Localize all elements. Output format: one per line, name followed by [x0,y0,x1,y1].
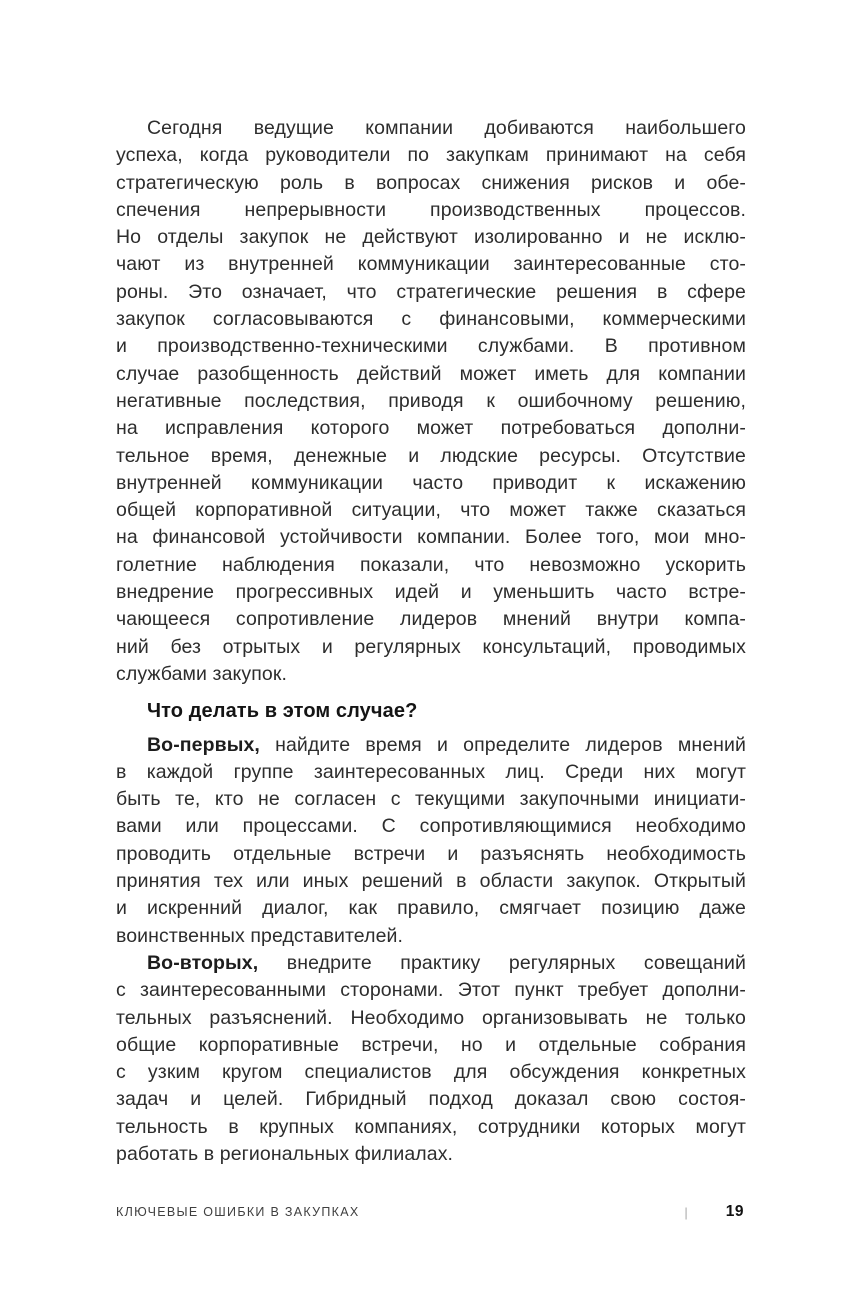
text-line: общей корпоративной ситуации, что может также сказаться [116,499,746,522]
text-line: и искренний диалог, как правило, смягчает позицию даже [116,897,746,920]
paragraph [116,115,746,688]
text-line: воинственных представителей. [116,924,404,947]
bold-lead: Во-первых, [147,733,260,756]
text-line: работать в региональных филиалах. [116,1142,454,1165]
paragraph [116,732,746,950]
text-line: общие корпоративные встречи, но и отдельные собрания [116,1033,746,1056]
bold-lead: Во-вторых, [147,951,259,974]
footer-right [684,1203,744,1221]
text-line: тельное время, денежные и людские ресурсы. Отсутствие [116,444,746,467]
text-line: закупок согласовываются с финансовыми, коммерческими [116,308,746,331]
text-line: быть те, кто не согласен с текущими закупочными инициати- [116,788,746,811]
text-line: Сегодня ведущие компании добиваются наибольшего [147,117,746,139]
text-line: с заинтересованными сторонами. Этот пункт требует дополни- [116,979,746,1002]
text-line: принятия тех или иных решений в области закупок. Открытый [116,870,746,893]
text-line: вами или процессами. С сопротивляющимися необходимо [116,815,746,838]
text-line: тельность в крупных компаниях, сотрудники которых могут [116,1115,746,1138]
text-line: внутренней коммуникации часто приводит к искажению [116,471,746,494]
text-line: голетние наблюдения показали, что невозможно ускорить [116,553,746,576]
text-line: роны. Это означает, что стратегические решения в сфере [116,280,746,303]
text-line: спечения непрерывности производственных процессов. [116,198,746,221]
page-footer [116,1203,744,1221]
text-line: негативные последствия, приводя к ошибочному решению, [116,389,746,412]
text-line: стратегическую роль в вопросах снижения рисков и обе- [116,171,746,194]
text-line: задач и целей. Гибридный подход доказал свою состоя- [116,1088,746,1111]
text-line: на финансовой устойчивости компании. Более того, мои мно- [116,526,746,549]
text-line: тельных разъяснений. Необходимо организовывать не только [116,1006,746,1029]
footer-separator: | [684,1204,688,1220]
text-line: ний без отрытых и регулярных консультаций, проводимых [116,635,746,658]
body-text [116,115,746,1168]
text-line: Но отделы закупок не действуют изолированно и не исклю- [116,226,746,249]
text-line: Во-вторых, внедрите практику регулярных совещаний [147,951,746,974]
text-line: на исправления которого может потребоваться дополни- [116,417,746,440]
text-line: в каждой группе заинтересованных лиц. Среди них могут [116,760,746,783]
text-line: чают из внутренней коммуникации заинтересованные сто- [116,253,746,276]
paragraph [116,950,746,1168]
text-line: службами закупок. [116,662,287,685]
section-heading: Что делать в этом случае? [147,700,418,723]
text-line: Во-первых, найдите время и определите лидеров мнений [147,733,746,756]
text-line: с узким кругом специалистов для обсуждения конкретных [116,1061,746,1084]
text-line: успеха, когда руководители по закупкам принимают на себя [116,144,746,167]
text-line: чающееся сопротивление лидеров мнений внутри компа- [116,608,746,631]
running-title: КЛЮЧЕВЫЕ ОШИБКИ В ЗАКУПКАХ [116,1205,360,1219]
text-line: проводить отдельные встречи и разъяснять необходимость [116,842,746,865]
page-number: 19 [725,1203,744,1220]
text-line: и производственно-техническими службами. В противном [116,335,746,358]
text-line: случае разобщенность действий может иметь для компании [116,362,746,385]
text-line: внедрение прогрессивных идей и уменьшить часто встре- [116,581,746,604]
